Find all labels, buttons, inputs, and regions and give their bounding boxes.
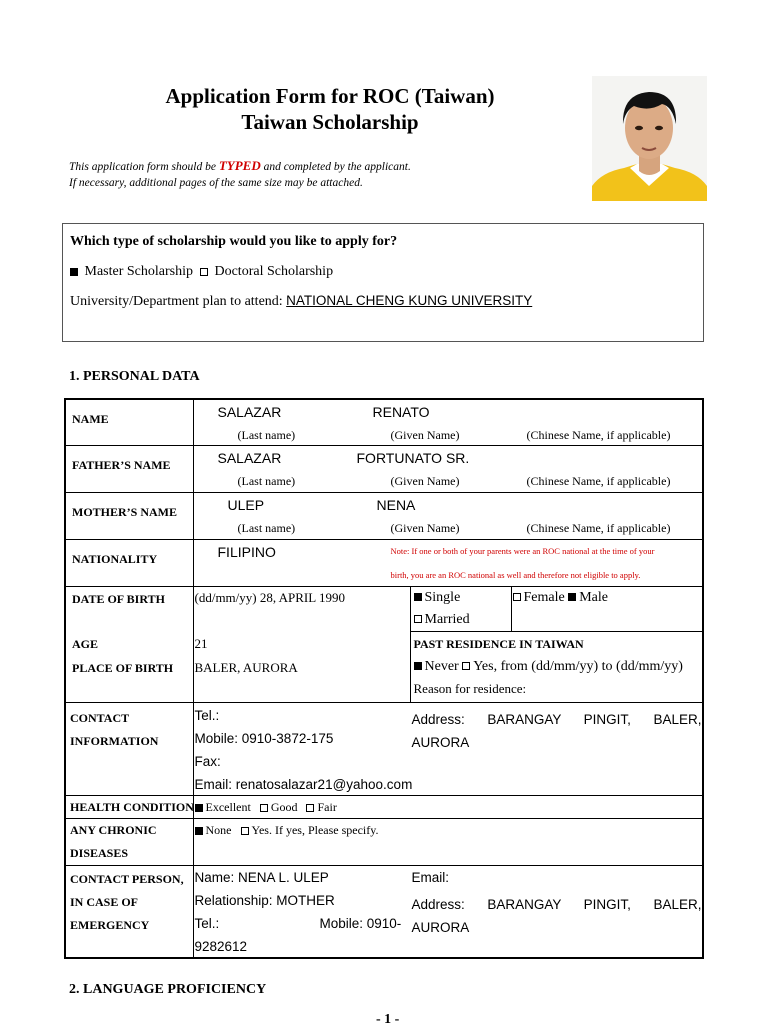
contact-row — [65, 702, 703, 795]
ec-mobile-field[interactable]: Mobile: 0910- — [319, 915, 402, 931]
form-title: Application Form for ROC (Taiwan) — [165, 84, 495, 108]
name-label: NAME — [72, 412, 109, 426]
chronic-label-1: ANY CHRONIC — [70, 822, 157, 837]
father-label: FATHER’S NAME — [72, 457, 171, 472]
father-given-value[interactable]: FORTUNATO SR. — [356, 449, 470, 466]
father-chinese-hint: (Chinese Name, if applicable) — [526, 473, 671, 488]
yes-specify-label: Yes. If yes, Please specify. — [251, 822, 379, 837]
mother-chinese-hint: (Chinese Name, if applicable) — [526, 520, 671, 535]
ec-label-1: CONTACT PERSON, — [70, 871, 184, 886]
nationality-value[interactable]: FILIPINO — [217, 543, 276, 560]
ec-address-field[interactable]: Address: BARANGAY PINGIT, BALER, AURORA — [411, 896, 702, 935]
scholarship-question: Which type of scholarship would you like to apply for? — [70, 234, 398, 249]
health-row — [65, 795, 703, 818]
birth-row — [65, 586, 703, 702]
chronic-row — [65, 818, 703, 865]
good-checkbox[interactable] — [260, 804, 268, 812]
ec-label-3: EMERGENCY — [70, 917, 150, 932]
mother-label: MOTHER’S NAME — [72, 504, 177, 519]
university-row — [70, 293, 532, 310]
past-residence-options — [414, 659, 683, 675]
mother-given-value[interactable]: NENA — [376, 496, 416, 513]
emergency-row — [65, 865, 703, 958]
never-label: Never — [424, 658, 459, 674]
mother-last-hint: (Last name) — [237, 520, 296, 535]
chronic-label-2: DISEASES — [70, 845, 129, 860]
name-last-value[interactable]: SALAZAR — [217, 404, 282, 420]
age-label: AGE — [72, 636, 99, 651]
master-checkbox[interactable] — [70, 268, 78, 276]
reason-label: Reason for residence: — [413, 680, 527, 696]
yes-from-label: Yes, from (dd/mm/yy) to (dd/mm/yy) — [473, 658, 683, 674]
page-number: - 1 - — [376, 1012, 400, 1027]
mother-last-value[interactable]: ULEP — [227, 496, 265, 513]
form-subtitle: Taiwan Scholarship — [241, 110, 419, 134]
fair-checkbox[interactable] — [306, 804, 314, 812]
applicant-photo — [592, 76, 707, 201]
married-label: Married — [424, 611, 470, 627]
married-option[interactable] — [414, 612, 470, 628]
scholarship-options — [70, 264, 333, 280]
scholarship-box — [62, 223, 704, 342]
health-label: HEALTH CONDITION — [70, 799, 194, 814]
never-checkbox[interactable] — [414, 662, 422, 670]
contact-label-2: INFORMATION — [70, 733, 159, 748]
section-language-proficiency: 2. LANGUAGE PROFICIENCY — [69, 982, 267, 997]
applicant-portrait-icon — [592, 76, 707, 201]
past-residence-label: PAST RESIDENCE IN TAIWAN — [413, 636, 584, 651]
name-row — [65, 399, 703, 445]
name-given-hint: (Given Name) — [390, 428, 460, 442]
university-label: University/Department plan to attend: — [70, 294, 283, 309]
pob-value[interactable]: BALER, AURORA — [194, 659, 298, 675]
father-last-hint: (Last name) — [237, 473, 296, 488]
yes-specify-checkbox[interactable] — [241, 827, 249, 835]
single-label: Single — [424, 589, 461, 605]
dob-value[interactable]: (dd/mm/yy) 28, APRIL 1990 — [194, 589, 345, 605]
instruction-line-1 — [69, 158, 411, 174]
father-given-hint: (Given Name) — [390, 473, 460, 488]
nationality-note-1: Note: If one or both of your parents were an ROC national at the time of your — [390, 545, 655, 556]
marital-cell — [411, 587, 512, 632]
father-row — [65, 445, 703, 492]
gender-cell — [511, 587, 703, 632]
mobile-field[interactable]: Mobile: 0910-3872-175 — [194, 730, 334, 746]
father-last-value[interactable]: SALAZAR — [217, 449, 282, 466]
yes-from-checkbox[interactable] — [462, 662, 470, 670]
instruction-post: and completed by the applicant. — [260, 161, 411, 173]
health-options — [195, 800, 337, 815]
email-field[interactable]: Email: renatosalazar21@yahoo.com — [194, 776, 413, 792]
ec-relationship-field[interactable]: Relationship: MOTHER — [194, 892, 335, 908]
single-option[interactable] — [414, 590, 461, 606]
ec-name-field[interactable]: Name: NENA L. ULEP — [194, 869, 329, 885]
male-label: Male — [579, 589, 608, 605]
contact-label-1: CONTACT — [70, 710, 130, 725]
personal-data-table — [64, 398, 704, 959]
excellent-label: Excellent — [205, 799, 251, 814]
instruction-pre: This application form should be — [69, 161, 219, 173]
doctoral-checkbox[interactable] — [200, 268, 208, 276]
none-label: None — [205, 822, 232, 837]
male-checkbox[interactable] — [568, 593, 576, 601]
gender-options — [513, 590, 608, 606]
mother-row — [65, 492, 703, 539]
pob-label: PLACE OF BIRTH — [72, 660, 174, 675]
age-value[interactable]: 21 — [194, 635, 208, 651]
female-checkbox[interactable] — [513, 593, 521, 601]
typed-emphasis: TYPED — [218, 158, 261, 173]
single-checkbox[interactable] — [414, 593, 422, 601]
fax-field[interactable]: Fax: — [194, 753, 221, 769]
female-label: Female — [523, 589, 565, 605]
ec-label-2: IN CASE OF — [70, 894, 139, 909]
tel-field[interactable]: Tel.: — [194, 707, 220, 723]
doctoral-label: Doctoral Scholarship — [214, 264, 334, 279]
ec-tel-field[interactable]: Tel.: — [194, 915, 220, 931]
section-personal-data: 1. PERSONAL DATA — [69, 369, 200, 384]
nationality-row — [65, 539, 703, 586]
name-given-value[interactable]: RENATO — [372, 404, 430, 420]
address-field[interactable]: Address: BARANGAY PINGIT, BALER, AURORA — [411, 711, 702, 750]
nationality-note-2: birth, you are an ROC national as well and therefore not eligible to apply. — [390, 569, 641, 580]
university-value[interactable]: NATIONAL CHENG KUNG UNIVERSITY — [286, 293, 533, 308]
married-checkbox[interactable] — [414, 615, 422, 623]
name-last-hint: (Last name) — [237, 428, 296, 442]
name-chinese-hint: (Chinese Name, if applicable) — [526, 428, 671, 442]
excellent-checkbox[interactable] — [195, 804, 203, 812]
master-label: Master Scholarship — [84, 264, 193, 279]
dob-label: DATE OF BIRTH — [72, 591, 165, 606]
chronic-options — [195, 823, 379, 838]
none-checkbox[interactable] — [195, 827, 203, 835]
instruction-line-2: If necessary, additional pages of the same size may be attached. — [69, 177, 363, 189]
ec-mobile-cont[interactable]: 9282612 — [194, 938, 248, 954]
ec-email-field[interactable]: Email: — [411, 869, 450, 885]
good-label: Good — [270, 799, 298, 814]
nationality-label: NATIONALITY — [72, 551, 158, 566]
fair-label: Fair — [317, 799, 337, 814]
mother-given-hint: (Given Name) — [390, 520, 460, 535]
